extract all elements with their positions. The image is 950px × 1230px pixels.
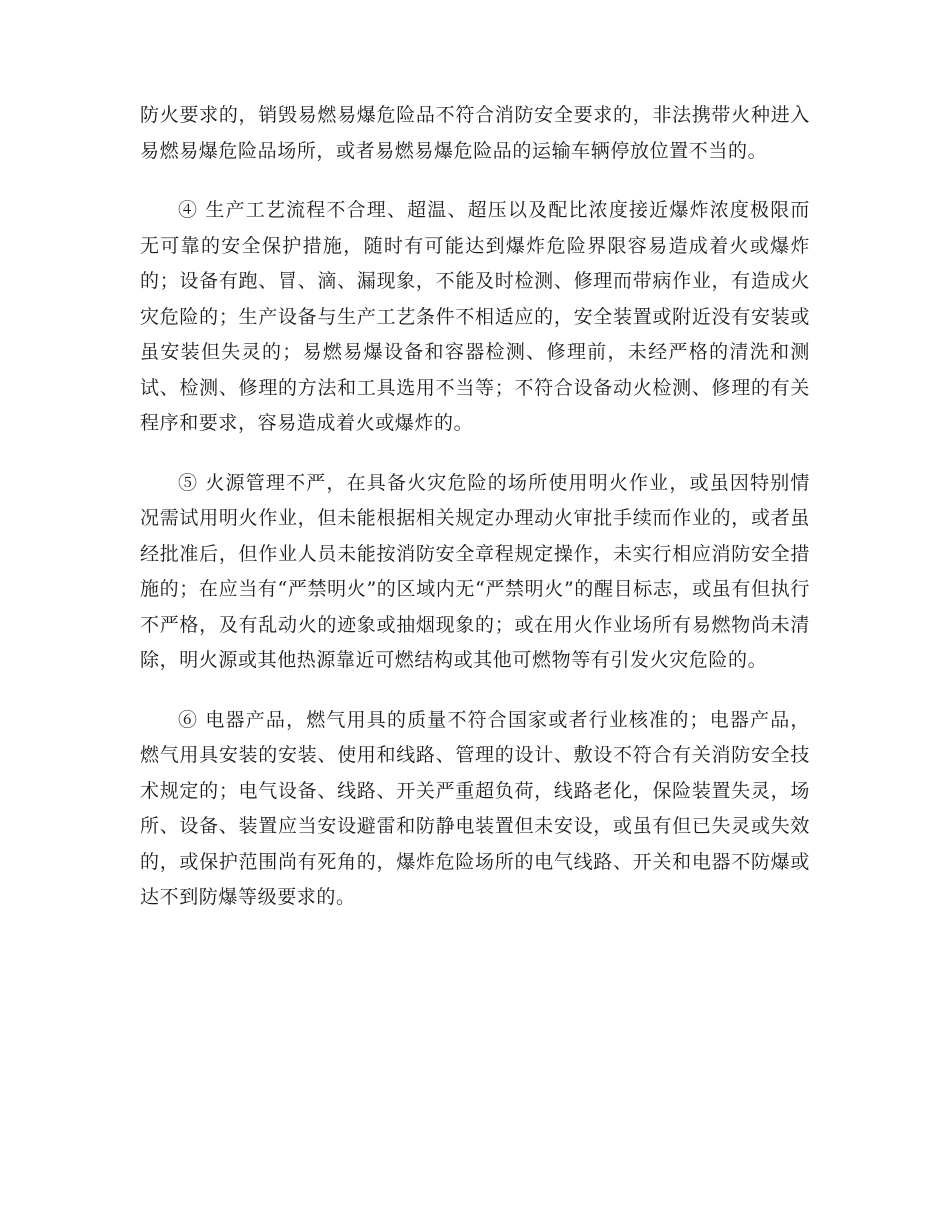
paragraph-item-4: ④ 生产工艺流程不合理、超温、超压以及配比浓度接近爆炸浓度极限而无可靠的安全保护措施，随时有可能达到爆炸危险界限容易造成着火或爆炸的；设备有跑、冒、滴、漏现象，不能及时检测、修理而带病作业，有造成火灾危险的；生产设备与生产工艺条件不相适应的，安全装置或附近没有安装或虽安装但失灵的；易燃易爆设备和容器检测、修理前，未经严格的清洗和测试、检测、修理的方法和工具选用不当等；不符合设备动火检测、修理的有关程序和要求，容易造成着火或爆炸的。 bbox=[140, 199, 810, 434]
paragraph-item-5: ⑤ 火源管理不严，在具备火灾危险的场所使用明火作业，或虽因特别情况需试用明火作业，但未能根据相关规定办理动火审批手续而作业的，或者虽经批准后，但作业人员未能按消防安全章程规定操作，未实行相应消防安全措施的；在应当有“严禁明火”的区域内无“严禁明火”的醒目标志，或虽有但执行不严格，及有乱动火的迹象或抽烟现象的；或在用火作业场所有易燃物尚未清除，明火源或其他热源靠近可燃结构或其他可燃物等有引发火灾危险的。 bbox=[140, 471, 810, 671]
paragraph-continuation: 防火要求的，销毁易燃易爆危险品不符合消防安全要求的，非法携带火种进入易燃易爆危险品场所，或者易燃易爆危险品的运输车辆停放位置不当的。 bbox=[140, 104, 810, 162]
paragraph-item-6: ⑥ 电器产品，燃气用具的质量不符合国家或者行业核准的；电器产品，燃气用具安装的安装、使用和线路、管理的设计、敷设不符合有关消防安全技术规定的；电气设备、线路、开关严重超负荷，线路老化，保险装置失灵，场所、设备、装置应当安设避雷和防静电装置但未安设，或虽有但已失灵或失效的，或保护范围尚有死角的，爆炸危险场所的电气线路、开关和电器不防爆或达不到防爆等级要求的。 bbox=[140, 708, 810, 908]
document-page bbox=[140, 98, 810, 940]
